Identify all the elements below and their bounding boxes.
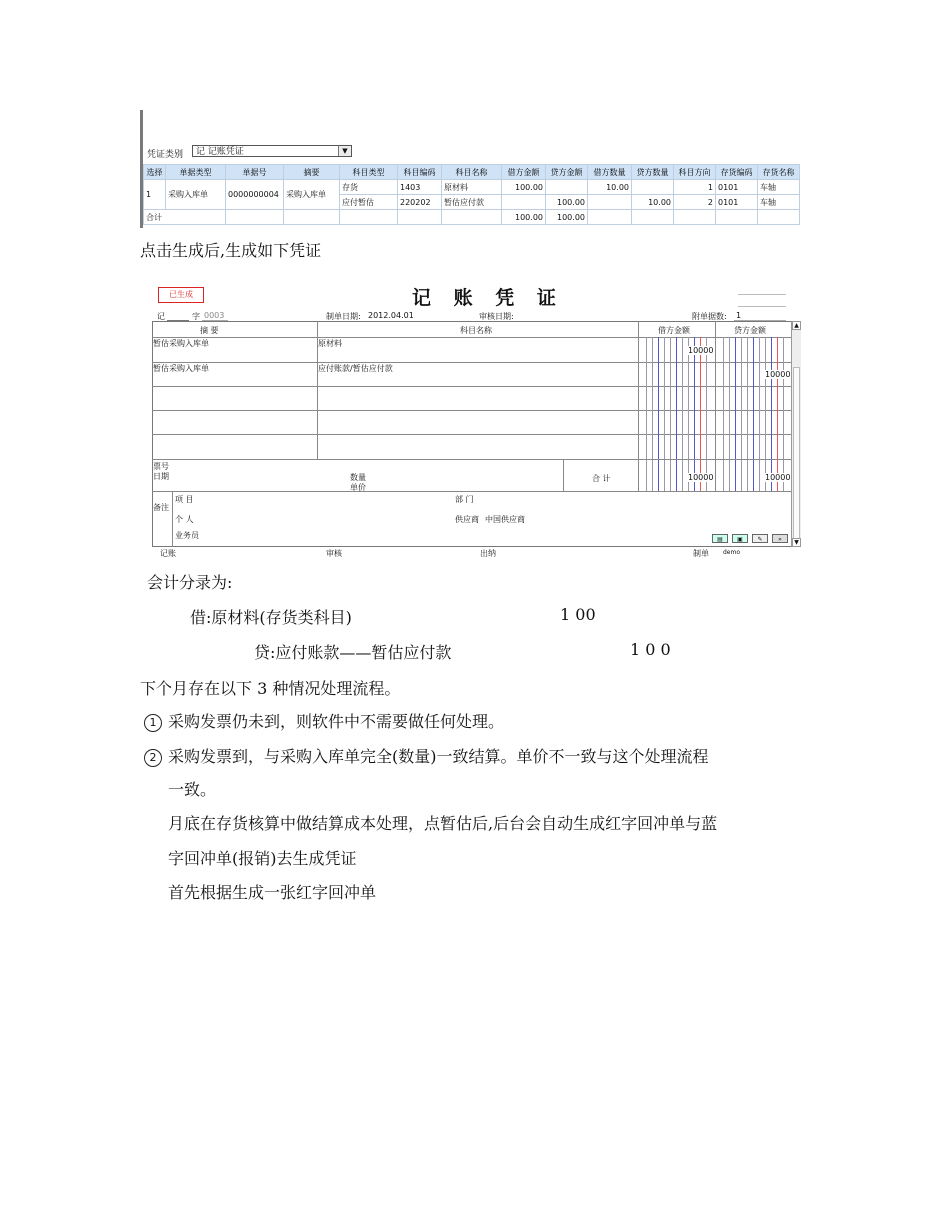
attach-count-value[interactable]: 1 [736, 311, 742, 320]
cell-doc-no: 0000000004 [226, 180, 284, 210]
caption-generate: 点击生成后,生成如下凭证 [140, 241, 322, 260]
voucher-type-label: 凭证类别 [147, 150, 184, 160]
list-item [144, 744, 709, 767]
item1-text: 采购发票仍未到，则软件中不需要做任何处理。 [168, 712, 505, 731]
ticket-date-label: 日期 [153, 472, 169, 481]
cell-credit [546, 180, 588, 195]
cell-subject-name: 原材料 [442, 180, 502, 195]
col-header[interactable]: 单据号 [226, 165, 284, 180]
row1-subject[interactable]: 原材料 [318, 339, 342, 348]
col-debit: 借方金额 [658, 326, 690, 335]
next-month-intro: 下个月存在以下 3 种情况处理流程。 [140, 679, 401, 698]
total-row [144, 210, 800, 225]
footer-bookkeep: 记账 [160, 549, 176, 558]
row2-subject[interactable]: 应付账款/暂估应付款 [318, 364, 393, 373]
total-debit: 10000 [688, 473, 714, 482]
cell-summary: 采购入库单 [284, 180, 340, 210]
list-number: 2 [144, 749, 162, 767]
person-label[interactable]: 个 人 [175, 515, 194, 524]
col-header[interactable]: 存货编码 [716, 165, 758, 180]
cell-debit-qty: 10.00 [588, 180, 632, 195]
voucher-screenshot [150, 280, 802, 560]
grid-header-row [144, 165, 800, 180]
total-credit: 100.00 [546, 210, 588, 225]
total-credit: 10000 [765, 473, 791, 482]
col-summary: 摘 要 [200, 326, 219, 335]
scroll-up-icon[interactable]: ▲ [792, 321, 801, 330]
voucher-word-ji: 记 [157, 312, 165, 321]
total-label: 合 计 [592, 474, 611, 483]
item2-continued: 一致。 [168, 780, 217, 799]
col-header[interactable]: 贷方金额 [546, 165, 588, 180]
attachment-icon[interactable]: ▤ [712, 534, 728, 543]
cell-debit [502, 195, 546, 210]
footer-audit: 审核 [326, 549, 342, 558]
row1-summary[interactable]: 暂估采购入库单 [153, 339, 209, 348]
paragraph: 字回冲单(报销)去生成凭证 [168, 849, 357, 868]
row2-credit[interactable]: 10000 [765, 370, 791, 379]
total-label: 合计 [144, 210, 226, 225]
row1-debit[interactable]: 10000 [688, 346, 714, 355]
col-header[interactable]: 存货名称 [758, 165, 800, 180]
supplier-label[interactable]: 供应商 [455, 515, 479, 524]
total-debit: 100.00 [502, 210, 546, 225]
edit-icon[interactable]: ✎ [752, 534, 768, 543]
vertical-scrollbar[interactable] [791, 321, 801, 547]
cell-subject-code: 1403 [398, 180, 442, 195]
remark-label: 备注 [153, 503, 169, 512]
cell-inv-name: 车轴 [758, 180, 800, 195]
list-number: 1 [144, 714, 162, 732]
cell-subject-code: 220202 [398, 195, 442, 210]
paragraph: 首先根据生成一张红字回冲单 [168, 883, 377, 902]
col-header[interactable]: 科目名称 [442, 165, 502, 180]
supplier-value: 中国供应商 [485, 515, 525, 524]
cell-credit-qty: 10.00 [632, 195, 674, 210]
voucher-number[interactable]: 0003 [204, 311, 225, 320]
col-header[interactable]: 科目方向 [674, 165, 716, 180]
expand-icon[interactable]: » [772, 534, 788, 543]
cell-subject-name: 暂估应付款 [442, 195, 502, 210]
make-date-label: 制单日期: [326, 312, 361, 321]
project-label[interactable]: 项 目 [175, 495, 194, 504]
cell-debit[interactable]: 100.00 [502, 180, 546, 195]
debit-entry-amount: 1 00 [560, 605, 596, 624]
voucher-type-select[interactable] [192, 145, 352, 157]
col-header[interactable]: 摘要 [284, 165, 340, 180]
voucher-zi-label: 字 [192, 312, 200, 321]
voucher-grid [143, 164, 800, 225]
col-subject: 科目名称 [460, 326, 492, 335]
cell-inv-code: 0101 [716, 195, 758, 210]
list-item [144, 709, 504, 732]
col-credit: 贷方金额 [734, 326, 766, 335]
col-header[interactable]: 单据类型 [166, 165, 226, 180]
paragraph: 月底在存货核算中做结算成本处理，点暂估后,后台会自动生成红字回冲单与蓝 [168, 814, 718, 833]
camera-icon[interactable]: ▣ [732, 534, 748, 543]
voucher-generation-screenshot [140, 110, 805, 228]
cell-doc-type: 采购入库单 [166, 180, 226, 210]
credit-entry-amount: 1 0 0 [630, 640, 671, 659]
footer-maker: 制单 [693, 549, 709, 558]
footer-maker-value: demo [723, 549, 741, 556]
cell-credit: 100.00 [546, 195, 588, 210]
cell-inv-name: 车轴 [758, 195, 800, 210]
footer-cashier: 出纳 [480, 549, 496, 558]
table-row[interactable] [144, 180, 800, 195]
debit-entry: 借:原材料(存货类科目) [190, 608, 352, 627]
col-header[interactable]: 科目类型 [340, 165, 398, 180]
scroll-thumb[interactable] [793, 367, 800, 543]
price-label: 单价 [350, 483, 366, 492]
dept-label[interactable]: 部 门 [455, 495, 474, 504]
voucher-type-value: 记 记账凭证 [196, 147, 244, 157]
credit-entry: 贷:应付账款——暂估应付款 [254, 643, 452, 662]
col-header[interactable]: 贷方数量 [632, 165, 674, 180]
row2-summary[interactable]: 暂估采购入库单 [153, 364, 209, 373]
cell-credit-qty [632, 180, 674, 195]
col-header[interactable]: 选择 [144, 165, 166, 180]
item2-text: 采购发票到，与采购入库单完全(数量)一致结算。单价不一致与这个处理流程 [168, 747, 709, 766]
cell-inv-code: 0101 [716, 180, 758, 195]
voucher-title: 记 账 凭 证 [412, 287, 564, 309]
cell-subject-type: 存货 [340, 180, 398, 195]
col-header[interactable]: 科目编码 [398, 165, 442, 180]
cell-debit-qty [588, 195, 632, 210]
ticket-no-label: 票号 [153, 462, 169, 471]
salesman-label[interactable]: 业务员 [175, 531, 199, 540]
audit-date-label: 审核日期: [479, 312, 514, 321]
generated-stamp: 已生成 [158, 287, 204, 303]
make-date-value[interactable]: 2012.04.01 [368, 311, 414, 320]
cell-select[interactable]: 1 [144, 180, 166, 210]
debit-amount-ruling [640, 337, 714, 459]
credit-amount-ruling [717, 337, 791, 459]
cell-direction: 1 [674, 180, 716, 195]
col-header[interactable]: 借方数量 [588, 165, 632, 180]
chevron-down-icon[interactable]: ▼ [338, 146, 351, 156]
qty-label: 数量 [350, 473, 366, 482]
scroll-down-icon[interactable]: ▼ [792, 538, 801, 547]
cell-direction: 2 [674, 195, 716, 210]
col-header[interactable]: 借方金额 [502, 165, 546, 180]
cell-subject-type: 应付暂估 [340, 195, 398, 210]
attach-count-label: 附单据数: [692, 312, 727, 321]
entry-title: 会计分录为: [147, 573, 233, 592]
